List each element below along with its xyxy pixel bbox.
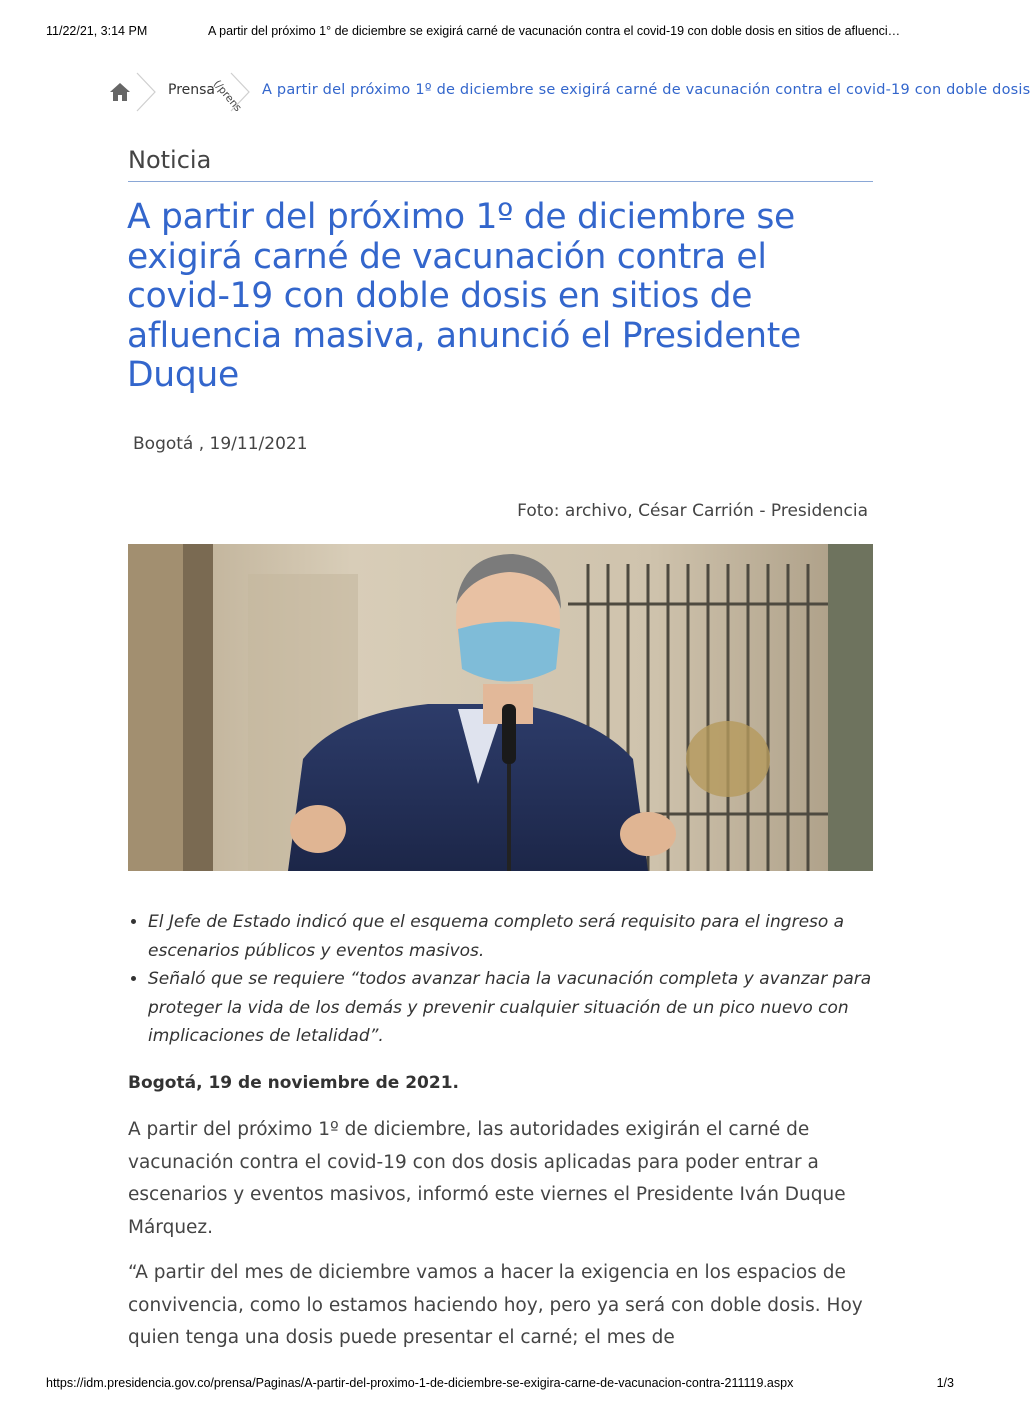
breadcrumb-separator-icon <box>136 72 156 112</box>
article-dateline: Bogotá , 19/11/2021 <box>133 434 308 454</box>
highlight-item: • El Jefe de Estado indicó que el esquema completo será requisito para el ingreso a escenarios públicos y eventos masivos. <box>148 908 893 965</box>
print-url: https://idm.presidencia.gov.co/prensa/Paginas/A-partir-del-proximo-1-de-diciembre-se-exigira-carne-de-vacunacion-contra-211119.aspx <box>46 1376 794 1390</box>
highlight-item: • Señaló que se requiere “todos avanzar hacia la vacunación completa y avanzar para proteger la vida de los demás y prevenir cualquier situación de un pico nuevo con implicaciones de letalidad”. <box>148 965 893 1051</box>
article-highlights <box>128 908 893 1051</box>
breadcrumb-url-fragment: (/prens <box>210 78 244 115</box>
home-icon[interactable] <box>108 80 132 104</box>
section-label: Noticia <box>128 146 212 174</box>
breadcrumb-separator-icon <box>230 72 250 112</box>
photo-credit: Foto: archivo, César Carrión - Presidencia <box>517 501 868 521</box>
article-lead: Bogotá, 19 de noviembre de 2021. <box>128 1073 459 1093</box>
article-photo <box>128 544 873 871</box>
breadcrumb-current-page[interactable]: A partir del próximo 1º de diciembre se exigirá carné de vacunación contra el covid-19 con doble dosis <box>262 82 1030 98</box>
print-page-number: 1/3 <box>936 1376 954 1390</box>
article-paragraph: A partir del próximo 1º de diciembre, las autoridades exigirán el carné de vacunación contra el covid-19 con dos dosis aplicadas para poder entrar a escenarios y eventos masivos, informó este viernes el Presidente Iván Duque Márquez. <box>128 1119 846 1238</box>
print-page-title: A partir del próximo 1° de diciembre se exigirá carné de vacunación contra el covid-19 con doble dosis en sitios de afluenci… <box>208 24 901 38</box>
article-headline: A partir del próximo 1º de diciembre se exigirá carné de vacunación contra el covid-19 con doble dosis en sitios de afluencia masiva, anunció el Presidente Duque <box>127 197 801 395</box>
breadcrumb <box>108 72 1030 115</box>
section-divider <box>128 181 873 182</box>
article-paragraph: “A partir del mes de diciembre vamos a hacer la exigencia en los espacios de convivencia, como lo estamos haciendo hoy, pero ya será con doble dosis. Hoy quien tenga una dosis puede presentar el carné; el mes de <box>128 1262 863 1348</box>
print-datetime: 11/22/21, 3:14 PM <box>46 24 148 38</box>
breadcrumb-item-prensa[interactable]: Prensa <box>168 82 216 98</box>
